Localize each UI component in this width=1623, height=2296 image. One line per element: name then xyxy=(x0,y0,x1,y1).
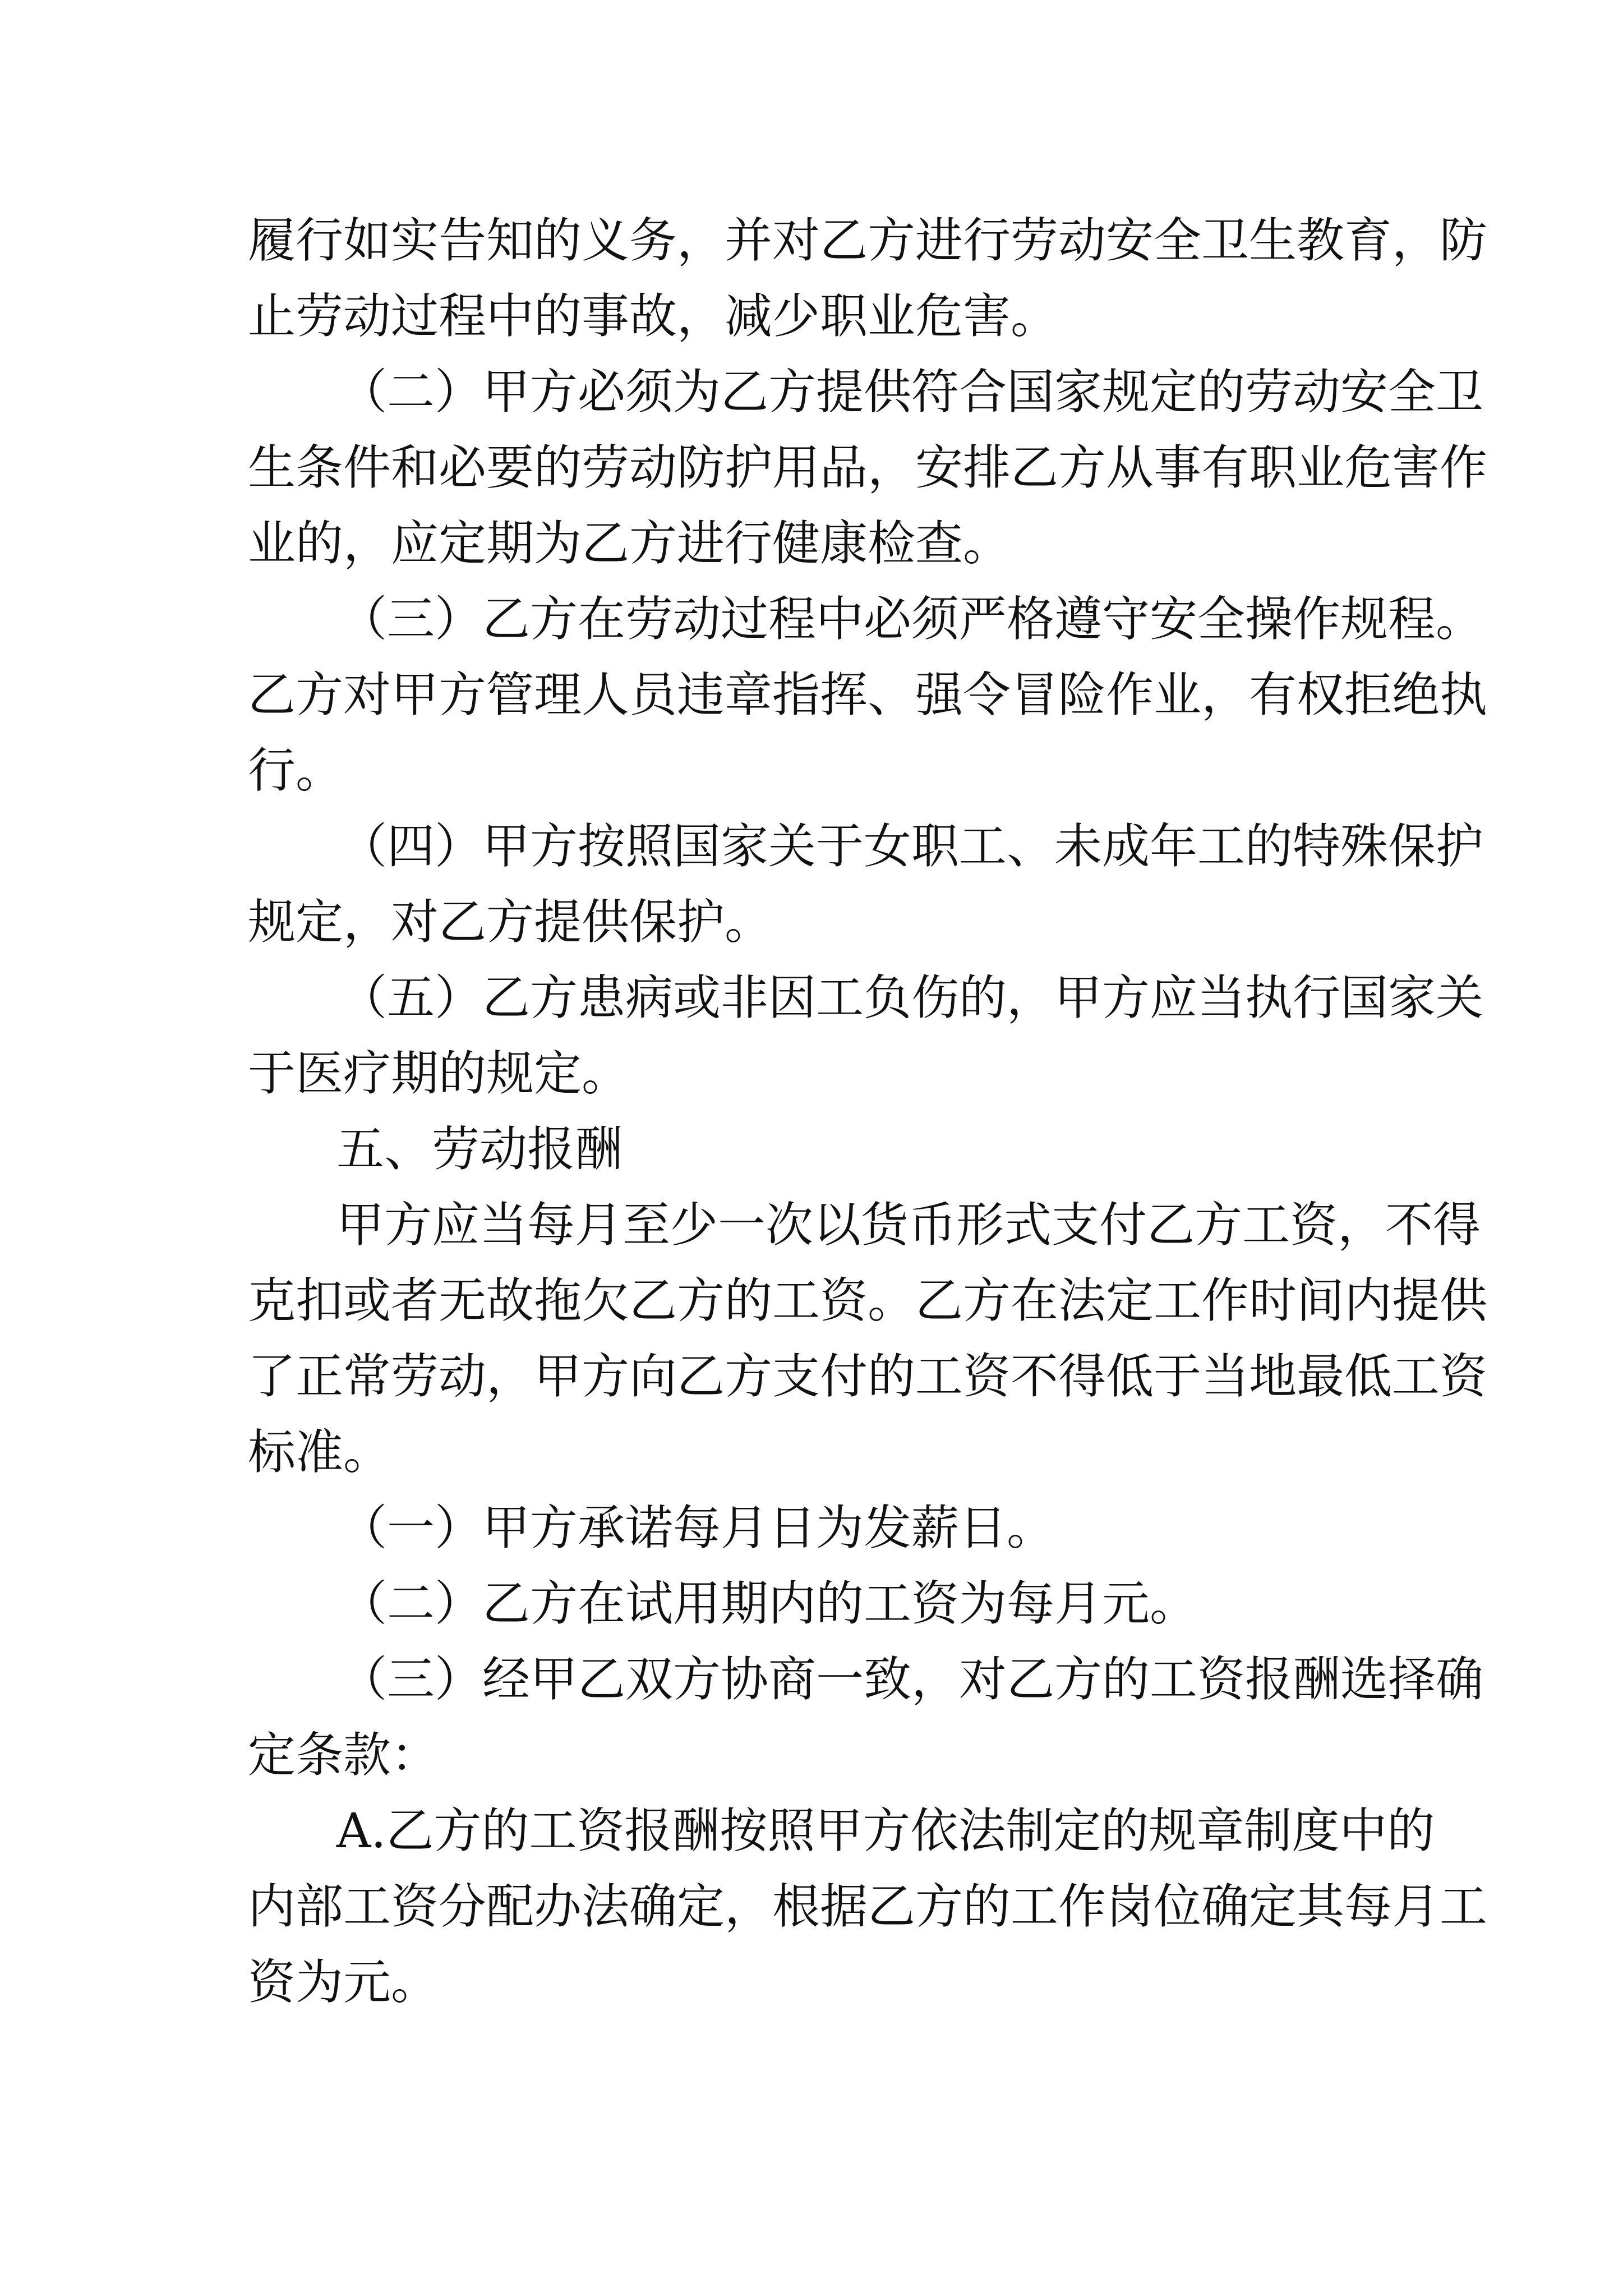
text-line: （三）乙方在劳动过程中必须严格遵守安全操作规程。 xyxy=(339,592,1484,647)
text-line: 标准。 xyxy=(248,1425,391,1480)
section-heading: 五、劳动报酬 xyxy=(336,1122,623,1177)
text-line: （二）乙方在试用期内的工资为每月元。 xyxy=(339,1576,1198,1632)
text-line: 于医疗期的规定。 xyxy=(248,1046,630,1102)
text-line: 了正常劳动，甲方向乙方支付的工资不得低于当地最低工资 xyxy=(248,1349,1488,1405)
text-line: （五）乙方患病或非因工负伤的，甲方应当执行国家关 xyxy=(339,970,1484,1026)
text-line: 内部工资分配办法确定，根据乙方的工作岗位确定其每月工 xyxy=(248,1879,1488,1935)
text-line: A.乙方的工资报酬按照甲方依法制定的规章制度中的 xyxy=(336,1803,1435,1859)
text-line: （三）经甲乙双方协商一致，对乙方的工资报酬选择确 xyxy=(339,1652,1484,1708)
text-line: 生条件和必要的劳动防护用品，安排乙方从事有职业危害作 xyxy=(248,440,1488,496)
text-line: （一）甲方承诺每月日为发薪日。 xyxy=(339,1501,1055,1556)
text-line: 克扣或者无故拖欠乙方的工资。乙方在法定工作时间内提供 xyxy=(248,1273,1488,1329)
text-line: （二）甲方必须为乙方提供符合国家规定的劳动安全卫 xyxy=(339,365,1484,420)
text-line: 规定，对乙方提供保护。 xyxy=(248,895,773,950)
text-line: 业的，应定期为乙方进行健康检查。 xyxy=(248,516,1011,572)
text-line: 资为元。 xyxy=(248,1955,439,2010)
text-line: 履行如实告知的义务，并对乙方进行劳动安全卫生教育，防 xyxy=(248,213,1488,269)
text-line: 甲方应当每月至少一次以货币形式支付乙方工资，不得 xyxy=(336,1198,1481,1253)
text-line: 定条款： xyxy=(248,1728,439,1783)
text-line: 行。 xyxy=(248,743,344,799)
text-line: （四）甲方按照国家关于女职工、未成年工的特殊保护 xyxy=(339,819,1484,875)
text-line: 止劳动过程中的事故，减少职业危害。 xyxy=(248,289,1059,344)
text-line: 乙方对甲方管理人员违章指挥、强令冒险作业，有权拒绝执 xyxy=(248,668,1488,723)
